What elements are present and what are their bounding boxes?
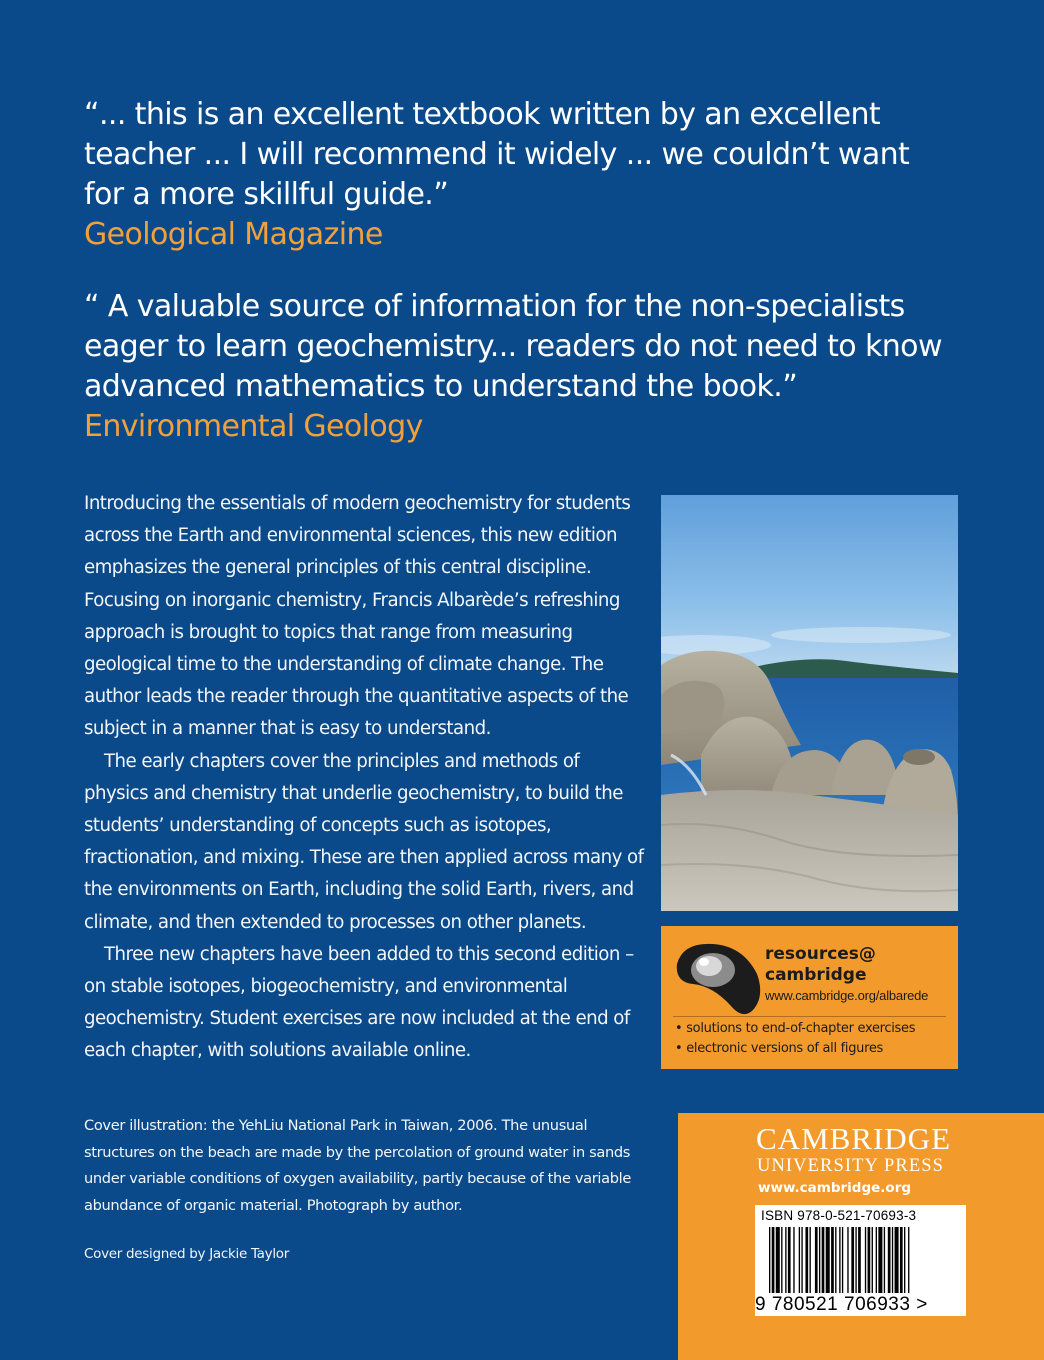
barcode-bar <box>826 1227 830 1293</box>
publisher-name: CAMBRIDGE <box>756 1121 952 1156</box>
list-item: • solutions to end-of-chapter exercises <box>675 1019 915 1039</box>
barcode-bar <box>831 1227 834 1293</box>
barcode-bar <box>793 1227 794 1293</box>
quote-text: “ A valuable source of information for the non-specialists eager to learn geochemistry... readers do not need to know advanced mathematics to understand the book.” <box>84 289 942 404</box>
publisher-press: UNIVERSITY PRESS <box>757 1156 945 1176</box>
barcode-bar <box>900 1227 903 1293</box>
description-paragraph: The early chapters cover the principles and methods of physics and chemistry that underlie geochemistry, to build the students’ understanding of concepts such as isotopes, fractionation, and mixing. These are then applied across many of the environments on Earth, including the solid Earth, rivers, and climate, and then extended to processes on other planets. <box>84 750 644 933</box>
barcode-bar <box>858 1227 861 1293</box>
barcode-digits: 9 780521 706933 > <box>755 1294 928 1315</box>
barcode-bar <box>884 1227 885 1293</box>
isbn-barcode <box>755 1205 966 1316</box>
description-paragraph: Three new chapters have been added to this second edition – on stable isotopes, biogeochemistry, and environmental geochemistry. Student exercises are now included at the end of each chapter, with solutions available online. <box>84 943 634 1062</box>
barcode-bar <box>801 1227 802 1293</box>
quote-text: “... this is an excellent textbook written by an excellent teacher ... I will recommend it widely ... we couldn’t want for a more skillful guide.” <box>84 97 910 212</box>
barcode-bar <box>835 1227 836 1293</box>
barcode-bar <box>851 1227 854 1293</box>
resources-list <box>675 1019 915 1059</box>
barcode-bar <box>895 1227 899 1293</box>
publisher-block <box>678 1113 1044 1360</box>
description-paragraph: Introducing the essentials of modern geochemistry for students across the Earth and environmental sciences, this new edition emphasizes the general principles of this central discipline. Focusing on inorganic chemistry, Francis Albarède’s refreshing approach is brought to topics that range from measuring geological time to the understanding of climate change. The author leads the reader through the quantitative aspects of the subject in a manner that is easy to understand. <box>84 493 631 740</box>
barcode-bar <box>842 1227 843 1293</box>
barcode-bar <box>908 1227 909 1293</box>
resources-at-cambridge-panel <box>661 926 958 1069</box>
resources-url: www.cambridge.org/albarede <box>765 988 929 1003</box>
barcode-bar <box>772 1227 775 1293</box>
list-item: • electronic versions of all figures <box>675 1039 915 1059</box>
barcode-bar <box>799 1227 800 1293</box>
barcode-bar <box>878 1227 882 1293</box>
barcode-bar <box>815 1227 818 1293</box>
barcode-bar <box>888 1227 891 1293</box>
barcode-bar <box>855 1227 856 1293</box>
barcode-bar <box>876 1227 877 1293</box>
divider <box>673 1016 946 1017</box>
barcode-bar <box>904 1227 905 1293</box>
book-description <box>84 488 644 1068</box>
quote-geological-magazine <box>84 95 944 255</box>
quote-source: Geological Magazine <box>84 217 383 252</box>
barcode-bar <box>769 1227 770 1293</box>
barcode-bar <box>865 1227 866 1293</box>
barcode-bar <box>822 1227 825 1293</box>
barcode-bar <box>776 1227 780 1293</box>
quote-source: Environmental Geology <box>84 409 423 444</box>
quote-environmental-geology <box>84 287 944 447</box>
barcode-bar <box>892 1227 893 1293</box>
barcode-bar <box>788 1227 791 1293</box>
isbn-number: ISBN 978-0-521-70693-3 <box>761 1208 917 1223</box>
cover-illustration-caption: Cover illustration: the YehLiu National Park in Taiwan, 2006. The unusual structures on the beach are made by the percolation of ground water in sands under variable conditions of oxygen availability, partly because of the variable abundance of organic material. Photograph by author. <box>84 1117 631 1214</box>
resources-eye-logo-icon <box>673 934 765 1026</box>
barcode-bar <box>785 1227 786 1293</box>
barcode-bar <box>872 1227 873 1293</box>
cover-photo-yehliu-beach <box>661 495 958 911</box>
barcode-bar <box>810 1227 811 1293</box>
cover-designer-credit: Cover designed by Jackie Taylor <box>84 1246 289 1262</box>
barcode-bar <box>819 1227 820 1293</box>
barcode-bar <box>868 1227 871 1293</box>
barcode-bar <box>781 1227 782 1293</box>
barcode-bar <box>847 1227 848 1293</box>
publisher-url: www.cambridge.org <box>758 1180 912 1196</box>
barcode-bar <box>839 1227 840 1293</box>
barcode-bar <box>805 1227 808 1293</box>
resources-title: resources@ cambridge <box>765 944 876 985</box>
